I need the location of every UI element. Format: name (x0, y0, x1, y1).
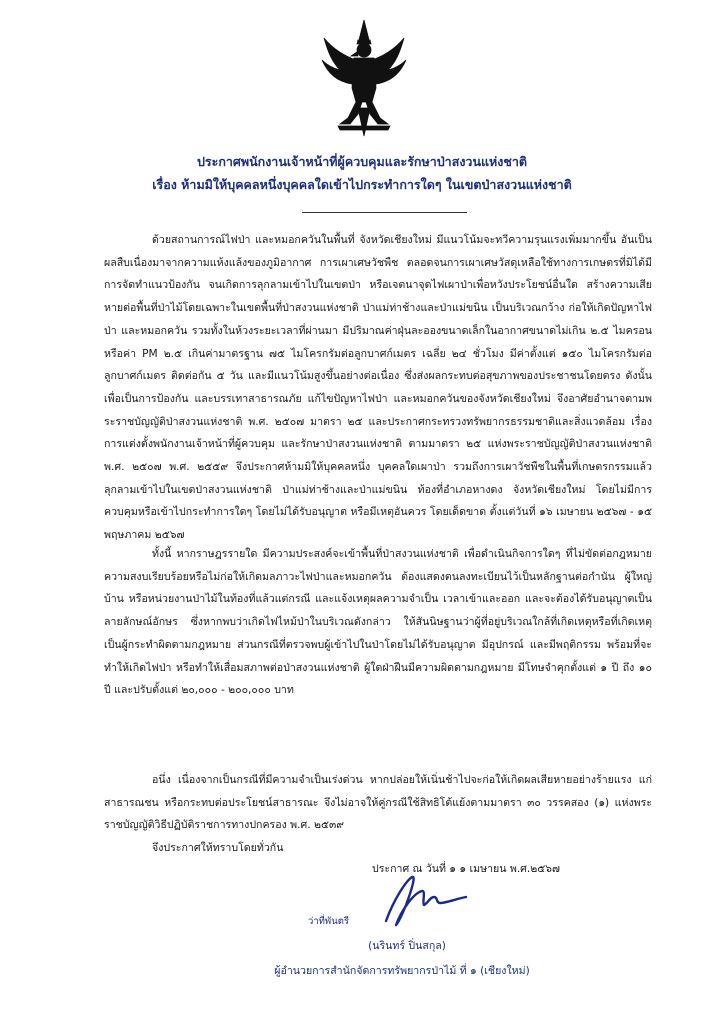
garuda-emblem-icon (318, 18, 410, 140)
paragraph-text: ด้วยสถานการณ์ไฟป่า และหมอกควันในพื้นที่ จังหวัดเชียงใหม่ มีแนวโน้มจะทวีความรุนแรงเพิ่มมากขึ้น อันเป็นผลสืบเนื่องมาจากความแห้งแล้งของภูมิอากาศ การเผาเศษวัชพืช ตลอดจนการเผาเศษวัสดุเหลือใช้ทางการเกษตรที่มิได้มีการจัดทำแนวป้องกัน จนเกิดการลุกลามเข้าไปในเขตป่า หรือเจตนาจุดไฟเผาป่าเพื่อหวังประโยชน์อื่นใด สร้างความเสียหายต่อพื้นที่ป่าไม้โดยเฉพาะในเขตพื้นที่ป่าสงวนแห่งชาติ ป่าแม่ท่าช้างและป่าแม่ขนิน เป็นบริเวณกว้าง ก่อให้เกิดปัญหาไฟป่า และหมอกควัน รวมทั้งในห้วงระยะเวลาที่ผ่านมา มีปริมาณค่าฝุ่นละอองขนาดเล็กในอากาศขนาดไม่เกิน ๒.๕ ไมครอน หรือค่า PM ๒.๕ เกินค่ามาตรฐาน ๗๕ ไมโครกรัมต่อลูกบาศก์เมตร เฉลี่ย ๒๔ ชั่วโมง มีค่าตั้งแต่ ๑๕๐ ไมโครกรัมต่อลูกบาศก์เมตร ติดต่อกัน ๕ วัน และมีแนวโน้มสูงขึ้นอย่างต่อเนื่อง ซึ่งส่งผลกระทบต่อสุขภาพของประชาชนโดยตรง ดังนั้น เพื่อเป็นการป้องกัน และบรรเทาสาธารณภัย แก้ไขปัญหาไฟป่า และหมอกควันของจังหวัดเชียงใหม่ จึงอาศัยอำนาจตามพระราชบัญญัติป่าสงวนแห่งชาติ พ.ศ. ๒๕๐๗ มาตรา ๒๕ และประกาศกระทรวงทรัพยากรธรรมชาติและสิ่งแวดล้อม เรื่อง การแต่งตั้งพนักงานเจ้าหน้าที่ผู้ควบคุม และรักษาป่าสงวนแห่งชาติ ตามมาตรา ๒๕ แห่งพระราชบัญญัติป่าสงวนแห่งชาติ พ.ศ. ๒๕๐๗ พ.ศ. ๒๕๕๙ จึงประกาศห้ามมิให้บุคคลหนึ่ง บุคคลใดเผาป่า รวมถึงการเผาวัชพืชในพื้นที่เกษตรกรรมแล้วลุกลามเข้าไปในเขตป่าสงวนแห่งชาติ ป่าแม่ท่าช้างและป่าแม่ขนิน ท้องที่อำเภอหางดง จังหวัดเชียงใหม่ โดยไม่มีการควบคุมหรือเข้าไปกระทำการใดๆ โดยไม่ได้รับอนุญาต หรือมีเหตุอันควร โดยเด็ดขาด ตั้งแต่วันที่ ๑๖ เมษายน ๒๕๖๗ - ๑๕ พฤษภาคม ๒๕๖๗ (104, 234, 652, 542)
signer-title: ผู้อำนวยการสำนักจัดการทรัพยากรป่าไม้ ที่ ๑ (เชียงใหม่) (274, 965, 530, 977)
signer-rank: ว่าที่พันตรี (308, 916, 349, 927)
announcement-date: ประกาศ ณ วันที่ ๑ ๑ เมษายน พ.ศ.๒๕๖๗ (372, 863, 560, 875)
title-divider (302, 212, 467, 213)
paragraph-urgency (104, 769, 652, 837)
paragraph-text: อนึ่ง เนื่องจากเป็นกรณีที่มีความจำเป็นเร่งด่วน หากปล่อยให้เนิ่นช้าไปจะก่อให้เกิดผลเสียหายอย่างร้ายแรง แก่สาธารณชน หรือกระทบต่อประโยชน์สาธารณะ จึงไม่อาจให้คู่กรณีใช้สิทธิโต้แย้งตามมาตรา ๓๐ วรรคสอง (๑) แห่งพระราชบัญญัติวิธีปฏิบัติราชการทางปกครอง พ.ศ. ๒๕๓๙ (104, 774, 652, 832)
paragraph-text: จึงประกาศให้ทราบโดยทั่วกัน (152, 842, 284, 854)
paragraph-text: ทั้งนี้ หากราษฎรรายใด มีความประสงค์จะเข้าพื้นที่ป่าสงวนแห่งชาติ เพื่อดำเนินกิจการใดๆ ที่ไม่ขัดต่อกฎหมายความสงบเรียบร้อยหรือไม่ก่อให้เกิดมลภาวะไฟป่าและหมอกควัน ต้องแสดงตนลงทะเบียนไว้เป็นหลักฐานต่อกำนัน ผู้ใหญ่บ้าน หรือหน่วยงานป่าไม้ในท้องที่แล้วแต่กรณี และแจ้งเหตุผลความจำเป็น เวลาเข้าและออก และจะต้องได้รับอนุญาตเป็นลายลักษณ์อักษร ซึ่งหากพบว่าเกิดไฟไหม้ป่าในบริเวณดังกล่าว ให้สันนิษฐานว่าผู้ที่อยู่บริเวณใกล้ที่เกิดเหตุหรือที่เกิดเหตุ เป็นผู้กระทำผิดตามกฎหมาย ส่วนกรณีที่ตรวจพบผู้เข้าไปในป่าโดยไม่ได้รับอนุญาต มีอุปกรณ์ และมีพฤติกรรม พร้อมที่จะทำให้เกิดไฟป่า หรือทำให้เสื่อมสภาพต่อป่าสงวนแห่งชาติ ผู้ใดฝ่าฝืนมีความผิดตามกฎหมาย มีโทษจำคุกตั้งแต่ ๑ ปี ถึง ๑๐ ปี และปรับตั้งแต่ ๒๐,๐๐๐ - ๒๐๐,๐๐๐ บาท (104, 548, 652, 697)
announcement-subject: เรื่อง ห้ามมิให้บุคคลหนึ่งบุคคลใดเข้าไปกระทำการใดๆ ในเขตป่าสงวนแห่งชาติ (152, 177, 572, 192)
handwritten-signature (372, 869, 470, 931)
signer-name: (นรินทร์ ปิ่นสกุล) (368, 940, 446, 952)
announcement-title: ประกาศพนักงานเจ้าหน้าที่ผู้ควบคุมและรักษาป่าสงวนแห่งชาติ (196, 154, 528, 169)
paragraph-conditions (104, 543, 652, 702)
paragraph-situation (104, 229, 652, 547)
paragraph-closing (104, 837, 652, 860)
